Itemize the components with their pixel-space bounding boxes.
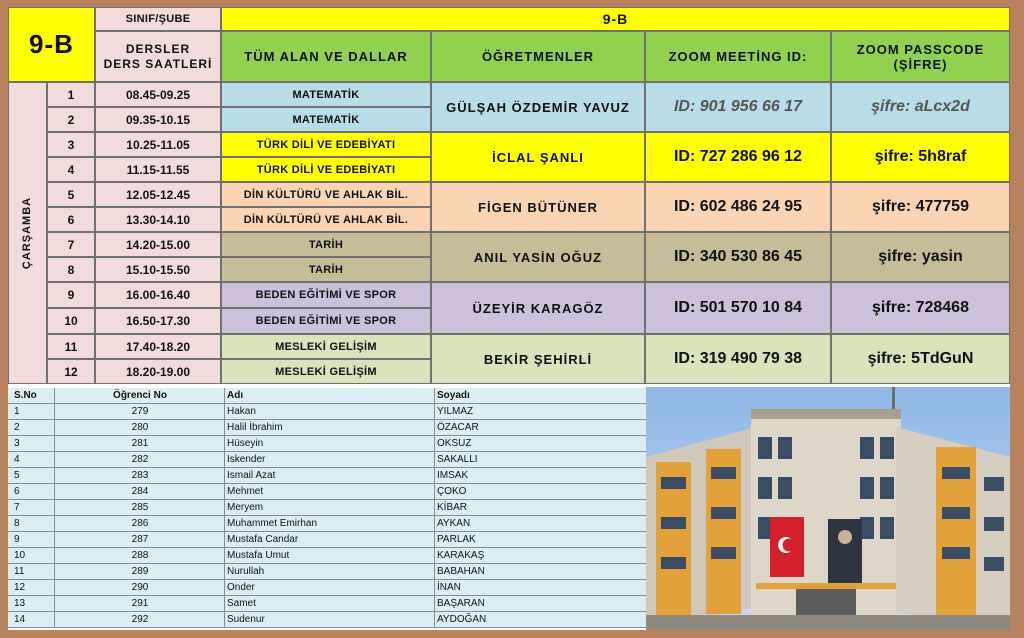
period-time: 08.45-09.25	[95, 82, 221, 107]
student-last-name: IMSAK	[434, 468, 646, 484]
passcode-header	[831, 31, 1010, 82]
zoom-meeting-id[interactable]: ID: 501 570 10 84	[645, 282, 831, 334]
period-number: 10	[47, 308, 95, 334]
student-row	[8, 532, 646, 548]
zoom-meeting-id[interactable]: ID: 727 286 96 12	[645, 132, 831, 182]
period-time: 17.40-18.20	[95, 334, 221, 359]
lesson-name: TÜRK DİLİ VE EDEBİYATI	[221, 157, 431, 182]
student-number: 288	[54, 548, 225, 564]
period-time: 18.20-19.00	[95, 359, 221, 384]
student-sno: 11	[14, 566, 25, 577]
student-first-name: Ismail Azat	[224, 468, 434, 484]
adi-header: Adı	[224, 388, 434, 404]
student-first-name: Hakan	[224, 404, 434, 420]
period-time: 15.10-15.50	[95, 257, 221, 282]
student-number: 284	[54, 484, 225, 500]
student-first-name: Samet	[224, 596, 434, 612]
period-number: 4	[47, 157, 95, 182]
soyadi-header: Soyadı	[434, 388, 646, 404]
zoom-passcode[interactable]: şifre: 728468	[831, 282, 1010, 334]
student-first-name: Meryem	[224, 500, 434, 516]
ders-saatleri-label: DERS SAATLERİ	[103, 56, 213, 71]
lesson-name: MESLEKİ GELİŞİM	[221, 359, 431, 384]
period-number: 6	[47, 207, 95, 232]
ogretmenler-header: ÖĞRETMENLER	[431, 31, 645, 82]
day-label: ÇARŞAMBA	[8, 82, 47, 384]
school-building-image	[646, 387, 1010, 630]
teacher-name: ÜZEYİR KARAGÖZ	[431, 282, 645, 334]
teacher-name: BEKİR ŞEHİRLİ	[431, 334, 645, 384]
zoom-passcode[interactable]: şifre: 5h8raf	[831, 132, 1010, 182]
period-time: 16.00-16.40	[95, 282, 221, 308]
student-last-name: PARLAK	[434, 532, 646, 548]
zoom-meeting-id[interactable]: ID: 319 490 79 38	[645, 334, 831, 384]
lesson-name: BEDEN EĞİTİMİ VE SPOR	[221, 308, 431, 334]
passcode-label: ZOOM PASSCODE	[856, 41, 985, 57]
student-row	[8, 564, 646, 580]
student-first-name: Hüseyin	[224, 436, 434, 452]
student-sno: 14	[14, 614, 26, 625]
period-number: 1	[47, 82, 95, 107]
student-last-name: ÇOKO	[434, 484, 646, 500]
student-last-name: ÖZACAR	[434, 420, 646, 436]
student-last-name: YILMAZ	[434, 404, 646, 420]
period-time: 09.35-10.15	[95, 107, 221, 132]
lesson-name: MATEMATİK	[221, 107, 431, 132]
student-sno: 7	[14, 502, 20, 513]
student-sno: 9	[14, 534, 20, 545]
student-sno: 6	[14, 486, 20, 497]
sifre-label: (ŞİFRE)	[893, 56, 948, 72]
student-first-name: Nurullah	[224, 564, 434, 580]
lesson-name: TARİH	[221, 257, 431, 282]
zoom-meeting-id[interactable]: ID: 602 486 24 95	[645, 182, 831, 232]
class-label: 9-B	[8, 7, 95, 82]
lesson-name: DİN KÜLTÜRÜ VE AHLAK BİL.	[221, 207, 431, 232]
student-number: 287	[54, 532, 225, 548]
teacher-name: FİGEN BÜTÜNER	[431, 182, 645, 232]
period-number: 8	[47, 257, 95, 282]
student-row	[8, 484, 646, 500]
student-number: 285	[54, 500, 225, 516]
student-first-name: Sudenur	[224, 612, 434, 628]
student-row	[8, 404, 646, 420]
student-last-name: BABAHAN	[434, 564, 646, 580]
period-number: 2	[47, 107, 95, 132]
zoom-passcode[interactable]: şifre: aLcx2d	[831, 82, 1010, 132]
lesson-name: DİN KÜLTÜRÜ VE AHLAK BİL.	[221, 182, 431, 207]
period-number: 3	[47, 132, 95, 157]
teacher-name: İCLAL ŞANLI	[431, 132, 645, 182]
student-last-name: BAŞARAN	[434, 596, 646, 612]
student-row	[8, 452, 646, 468]
student-first-name: Onder	[224, 580, 434, 596]
student-row	[8, 500, 646, 516]
student-sno: 4	[14, 454, 20, 465]
student-sno: 10	[14, 550, 26, 561]
class-title-bar: 9-B	[221, 7, 1010, 31]
ogrenci-no-header: Öğrenci No	[54, 388, 225, 404]
tum-alan-header: TÜM ALAN VE DALLAR	[221, 31, 431, 82]
student-first-name: Halil İbrahim	[224, 420, 434, 436]
student-row	[8, 596, 646, 612]
student-number: 291	[54, 596, 225, 612]
period-number: 12	[47, 359, 95, 384]
student-sno: 13	[14, 598, 26, 609]
zoom-passcode[interactable]: şifre: yasin	[831, 232, 1010, 282]
teacher-name: GÜLŞAH ÖZDEMİR YAVUZ	[431, 82, 645, 132]
period-time: 13.30-14.10	[95, 207, 221, 232]
school-photo	[646, 387, 1010, 630]
schedule-sheet	[8, 7, 1010, 630]
student-number: 282	[54, 452, 225, 468]
student-sno: 1	[14, 406, 20, 417]
student-row	[8, 580, 646, 596]
zoom-meeting-id[interactable]: ID: 901 956 66 17	[645, 82, 831, 132]
student-number: 281	[54, 436, 225, 452]
lesson-name: MESLEKİ GELİŞİM	[221, 334, 431, 359]
student-row	[8, 436, 646, 452]
student-first-name: Iskender	[224, 452, 434, 468]
zoom-meeting-id[interactable]: ID: 340 530 86 45	[645, 232, 831, 282]
lesson-name: TÜRK DİLİ VE EDEBİYATI	[221, 132, 431, 157]
period-time: 12.05-12.45	[95, 182, 221, 207]
student-first-name: Mustafa Umut	[224, 548, 434, 564]
student-number: 283	[54, 468, 225, 484]
student-number: 292	[54, 612, 225, 628]
zoom-id-header: ZOOM MEETİNG ID:	[645, 31, 831, 82]
student-first-name: Mustafa Candar	[224, 532, 434, 548]
lesson-name: BEDEN EĞİTİMİ VE SPOR	[221, 282, 431, 308]
period-time: 11.15-11.55	[95, 157, 221, 182]
lesson-name: MATEMATİK	[221, 82, 431, 107]
student-number: 290	[54, 580, 225, 596]
student-number: 286	[54, 516, 225, 532]
sno-header: S.No	[14, 390, 37, 401]
period-number: 5	[47, 182, 95, 207]
dersler-label: DERSLER	[125, 41, 191, 56]
student-last-name: AYDOĞAN	[434, 612, 646, 628]
teacher-name: ANIL YASİN OĞUZ	[431, 232, 645, 282]
period-time: 10.25-11.05	[95, 132, 221, 157]
period-number: 9	[47, 282, 95, 308]
period-number: 7	[47, 232, 95, 257]
dersler-header	[95, 31, 221, 82]
student-row	[8, 468, 646, 484]
student-sno: 8	[14, 518, 20, 529]
student-last-name: KARAKAŞ	[434, 548, 646, 564]
student-first-name: Mehmet	[224, 484, 434, 500]
student-row	[8, 548, 646, 564]
portrait-banner-icon	[828, 519, 862, 583]
student-row	[8, 420, 646, 436]
student-number: 279	[54, 404, 225, 420]
student-last-name: KİBAR	[434, 500, 646, 516]
student-row	[8, 612, 646, 628]
zoom-passcode[interactable]: şifre: 5TdGuN	[831, 334, 1010, 384]
student-sno: 5	[14, 470, 20, 481]
student-last-name: OKSUZ	[434, 436, 646, 452]
student-first-name: Muhammet Emirhan	[224, 516, 434, 532]
period-number: 11	[47, 334, 95, 359]
student-number: 289	[54, 564, 225, 580]
student-table-header	[8, 388, 646, 404]
lesson-name: TARİH	[221, 232, 431, 257]
student-last-name: AYKAN	[434, 516, 646, 532]
sinif-sube-label: SINIF/ŞUBE	[95, 7, 221, 31]
student-number: 280	[54, 420, 225, 436]
student-sno: 3	[14, 438, 20, 449]
student-sno: 2	[14, 422, 20, 433]
student-last-name: İNAN	[434, 580, 646, 596]
zoom-passcode[interactable]: şifre: 477759	[831, 182, 1010, 232]
student-row	[8, 516, 646, 532]
student-last-name: SAKALLI	[434, 452, 646, 468]
period-time: 14.20-15.00	[95, 232, 221, 257]
period-time: 16.50-17.30	[95, 308, 221, 334]
student-sno: 12	[14, 582, 26, 593]
